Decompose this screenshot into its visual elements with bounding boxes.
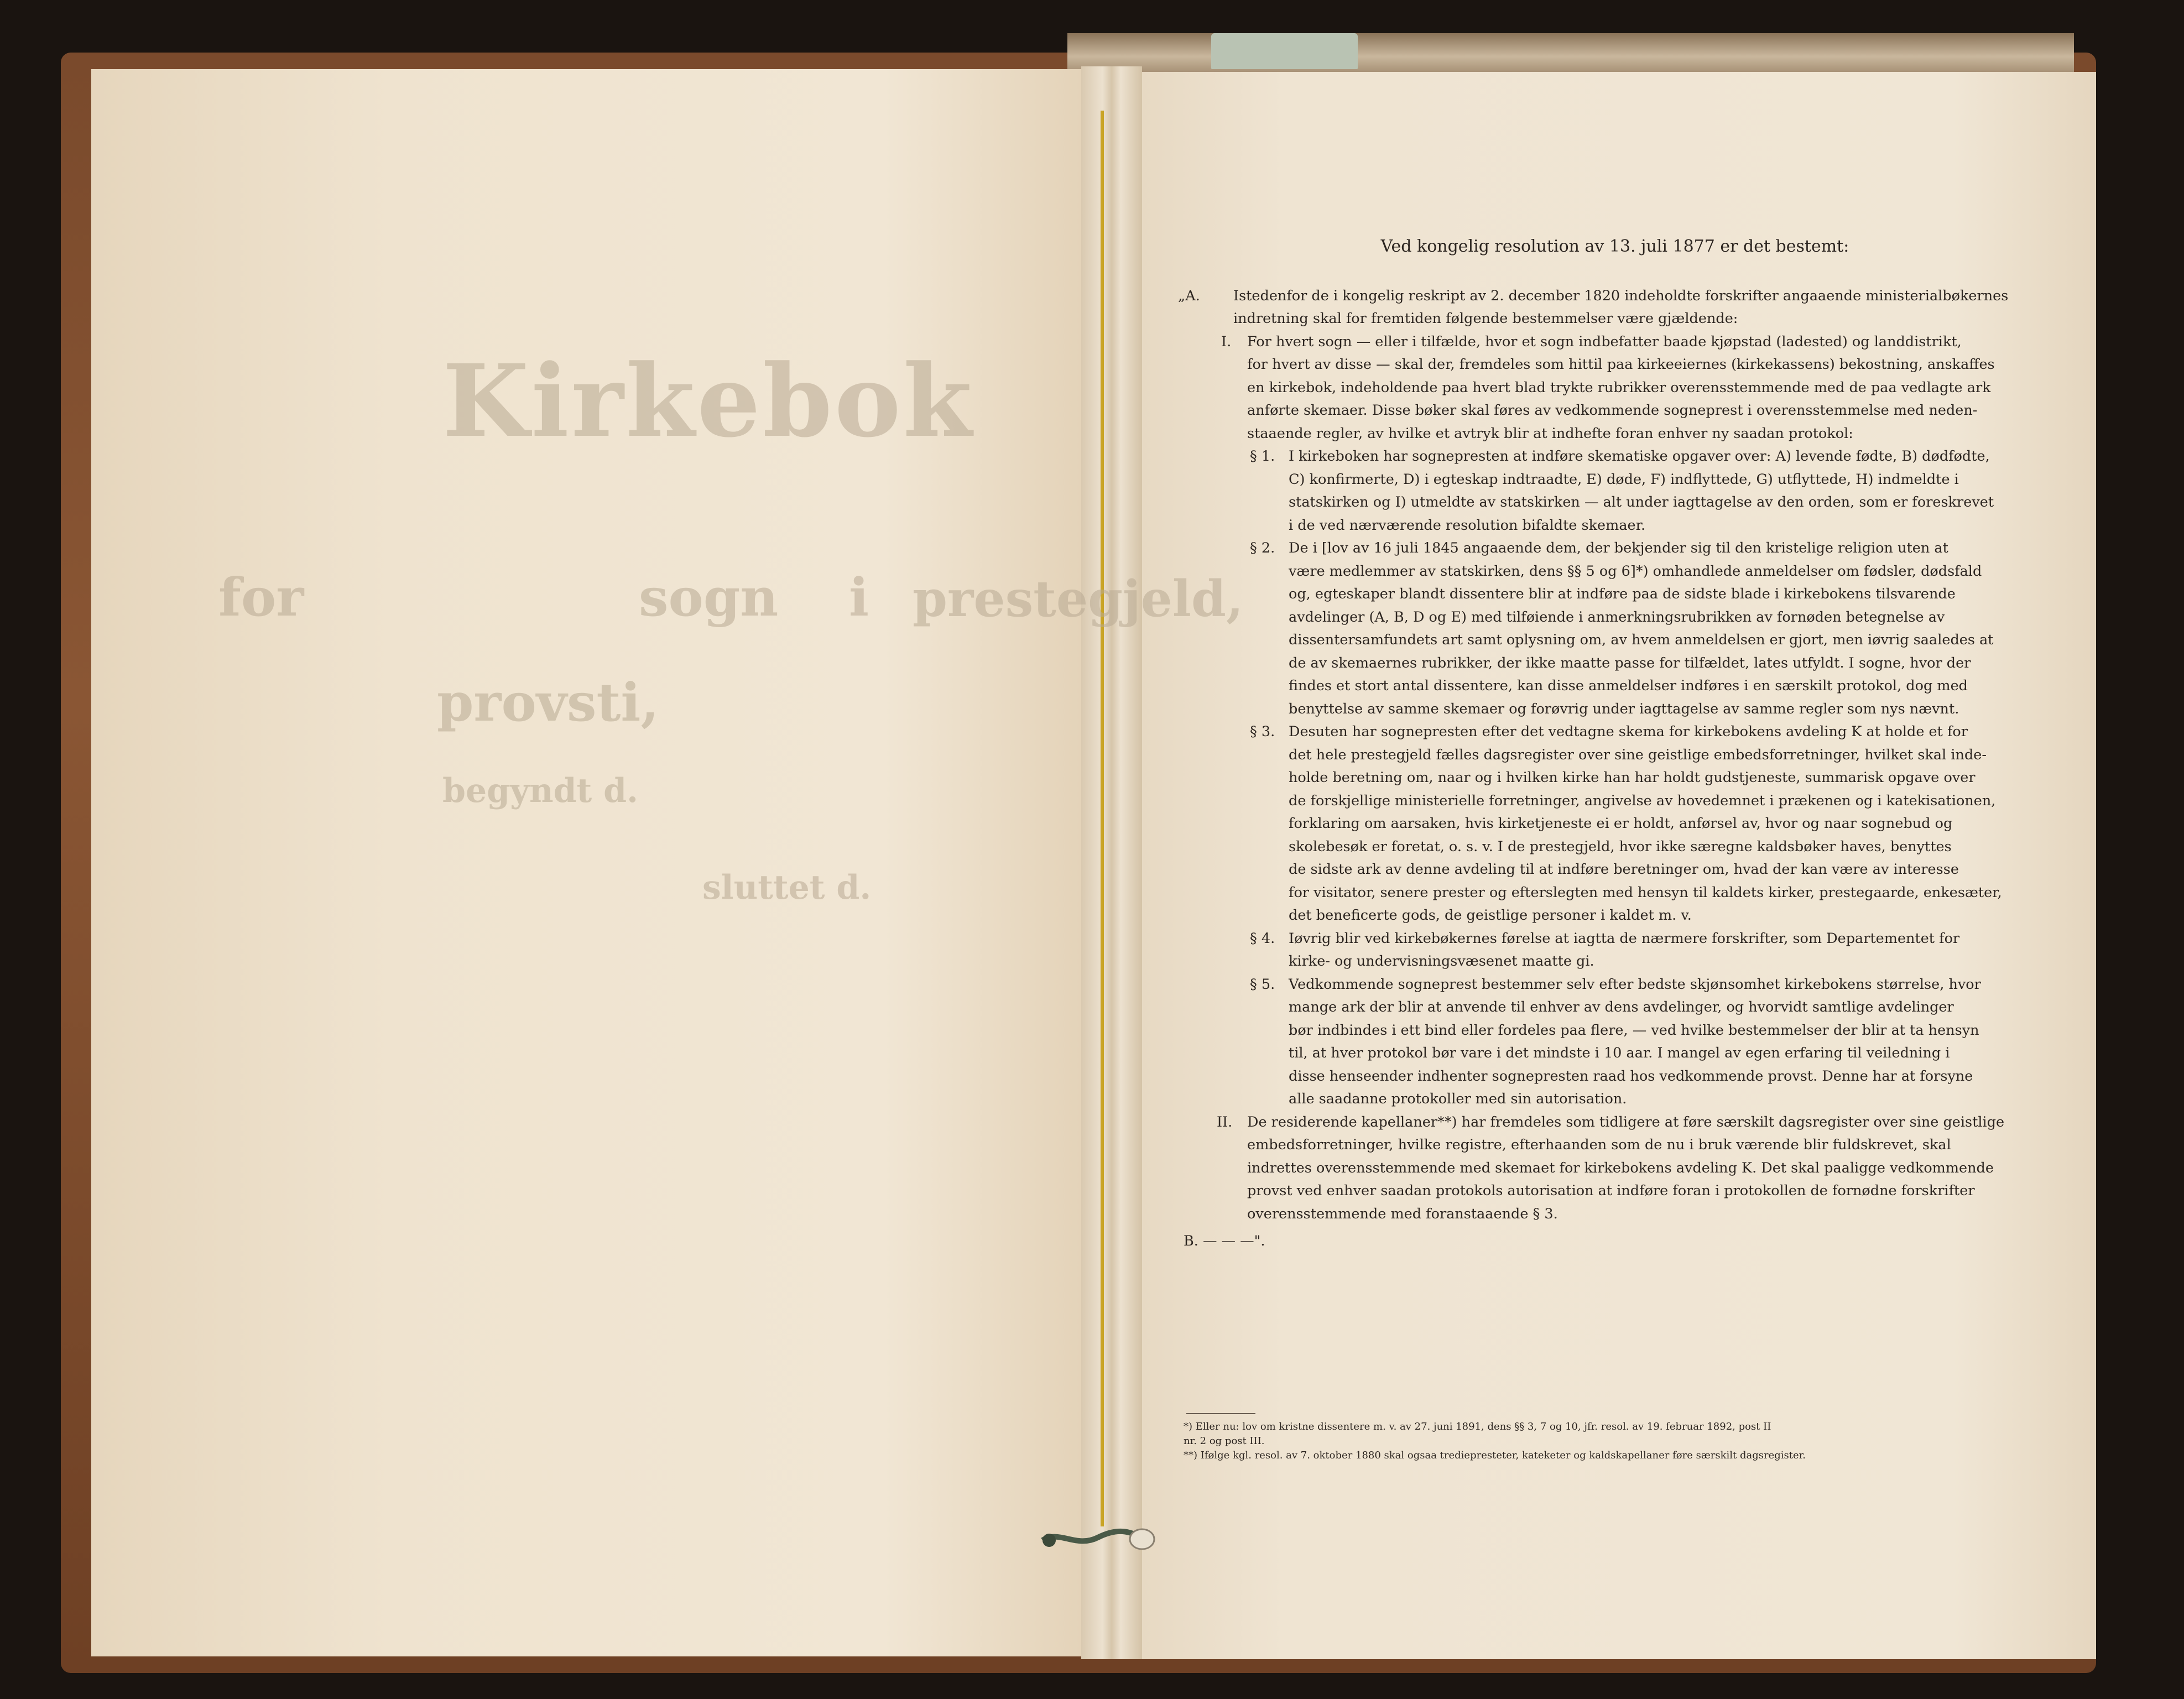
text-line: en kirkebok, indeholdende paa hvert blad trykte rubrikker overensstemmende med de paa vedlagte ark <box>1247 379 1991 396</box>
text-line: Desuten har sognepresten efter det vedtagne skema for kirkebokens avdeling K at holde et for <box>1289 723 1968 740</box>
text-line: dissentersamfundets art samt oplysning om, av hvem anmeldelsen er gjort, men iøvrig saaledes at <box>1289 632 1994 648</box>
paragraph-5-label: § 5. <box>1250 976 1275 993</box>
paragraph-3 <box>1184 721 2046 927</box>
paragraph-1 <box>1184 445 2046 537</box>
text-line: og, egteskaper blandt dissentere blir at indføre paa de sidste blade i kirkebokens tilsvarende <box>1289 586 1956 602</box>
part-1 <box>1184 331 2046 446</box>
left-line-for: for <box>218 567 304 628</box>
paragraph-5-lines <box>1184 973 2046 1111</box>
part-2-label: II. <box>1217 1113 1233 1130</box>
bookmark-tab <box>1211 33 1358 69</box>
text-line: de forskjellige ministerielle forretninger, angivelse av hovedemnet i prækenen og i katekisationen, <box>1289 792 1996 809</box>
text-line: det beneficerte gods, de geistlige personer i kaldet m. v. <box>1289 907 1692 924</box>
paragraph-4-label: § 4. <box>1250 930 1275 947</box>
part-2 <box>1184 1111 2046 1226</box>
paragraph-1-label: § 1. <box>1250 448 1275 465</box>
paragraph-2-lines <box>1184 537 2046 721</box>
text-line: provst ved enhver saadan protokols autorisation at indføre foran i protokollen de fornødne forskrifter <box>1247 1182 1975 1199</box>
text-line: alle saadanne protokoller med sin autorisation. <box>1289 1091 1627 1107</box>
binding-knot <box>1037 1518 1156 1557</box>
left-title: Kirkebok <box>442 343 974 460</box>
text-line: kirke- og undervisningsvæsenet maatte gi. <box>1289 953 1594 970</box>
part-2-lines <box>1184 1111 2046 1226</box>
text-line: de sidste ark av denne avdeling til at indføre beretninger om, hvad der kan være av interesse <box>1289 861 1959 878</box>
part-1-label: I. <box>1221 333 1232 350</box>
paragraph-2 <box>1184 537 2046 721</box>
text-line: embedsforretninger, hvilke registre, efterhaanden som de nu i bruk værende blir fuldskrevet, skal <box>1247 1137 1951 1153</box>
paragraph-3-lines <box>1184 721 2046 927</box>
text-line: anførte skemaer. Disse bøker skal føres av vedkommende sogneprest i overensstemmelse med neden- <box>1247 402 1978 419</box>
text-line: holde beretning om, naar og i hvilken kirke han har holdt gudstjeneste, summarisk opgave over <box>1289 769 1975 786</box>
text-line: De i [lov av 16 juli 1845 angaaende dem, der bekjender sig til den kristelige religion uten at <box>1289 540 1948 556</box>
footnote-lines <box>1184 1413 2046 1463</box>
left-line-begyndt: begyndt d. <box>442 772 638 810</box>
text-line: statskirken og I) utmeldte av statskirken — alt under iagttagelse av den orden, som er foreskrevet <box>1289 494 1994 510</box>
text-line: bør indbindes i ett bind eller fordeles paa flere, — ved hvilke bestemmelser der blir at ta hensyn <box>1289 1022 1979 1039</box>
text-line: indretning skal for fremtiden følgende bestemmelser være gjældende: <box>1233 310 1738 327</box>
text-line: *) Eller nu: lov om kristne dissentere m. v. av 27. juni 1891, dens §§ 3, 7 og 10, jfr. resol. av 19. februar 1892, post II <box>1184 1421 1771 1432</box>
section-a <box>1178 285 2046 331</box>
section-b: B. — — —". <box>1184 1233 1265 1249</box>
text-line: nr. 2 og post III. <box>1184 1435 1265 1447</box>
text-line: benyttelse av samme skemaer og forøvrig under iagttagelse av samme regler som nys nævnt. <box>1289 700 1959 717</box>
footnotes <box>1184 1413 2046 1463</box>
binding-thread <box>1101 111 1104 1526</box>
book-gutter <box>1081 66 1142 1659</box>
paragraph-4-lines <box>1184 927 2046 973</box>
left-line-sluttet: sluttet d. <box>702 868 872 907</box>
paragraph-3-label: § 3. <box>1250 723 1275 740</box>
text-line: overensstemmende med foranstaaende § 3. <box>1247 1205 1558 1222</box>
text-line: Iøvrig blir ved kirkebøkernes førelse at iagtta de nærmere forskrifter, som Departementet for <box>1289 930 1960 947</box>
paragraph-2-label: § 2. <box>1250 540 1275 556</box>
text-line: for visitator, senere prester og efterslegten med hensyn til kaldets kirker, prestegaarde, enkesæter, <box>1289 884 2002 901</box>
resolution-heading: Ved kongelig resolution av 13. juli 1877 er det bestemt: <box>1380 237 1849 256</box>
text-line: Istedenfor de i kongelig reskript av 2. december 1820 indeholdte forskrifter angaaende ministerialbøkernes <box>1233 287 2009 304</box>
left-line-sogn: sogn <box>639 567 779 628</box>
left-line-provsti: provsti, <box>437 672 659 733</box>
text-line: i de ved nærværende resolution bifaldte skemaer. <box>1289 517 1646 534</box>
text-line: **) Ifølge kgl. resol. av 7. oktober 1880 skal ogsaa trediepresteter, kateketer og kaldskapellaner føre særskilt dagsregister. <box>1184 1450 1806 1461</box>
paragraph-4 <box>1184 927 2046 973</box>
section-a-label: „A. <box>1178 287 1200 304</box>
text-line: skolebesøk er foretat, o. s. v. I de prestegjeld, hvor ikke særegne kaldsbøker haves, benyttes <box>1289 838 1952 855</box>
text-line: C) konfirmerte, D) i egteskap indtraadte, E) døde, F) indflyttede, G) utflyttede, H) indmeldte i <box>1289 471 1959 488</box>
section-a-lines <box>1184 285 2046 331</box>
text-line: For hvert sogn — eller i tilfælde, hvor et sogn indbefatter baade kjøpstad (ladested) og landdistrikt, <box>1247 333 1962 350</box>
paragraph-5 <box>1184 973 2046 1111</box>
text-line: for hvert av disse — skal der, fremdeles som hittil paa kirkeeiernes (kirkekassens) bekostning, anskaffes <box>1247 356 1995 373</box>
text-line: være medlemmer av statskirken, dens §§ 5 og 6]*) omhandlede anmeldelser om fødsler, dødsfald <box>1289 562 1982 580</box>
text-line: det hele prestegjeld fælles dagsregister over sine geistlige embedsforretninger, hvilket skal inde- <box>1289 746 1987 763</box>
left-line-i: i <box>849 567 869 628</box>
text-line: staaende regler, av hvilke et avtryk blir at indhefte foran enhver ny saadan protokol: <box>1247 425 1853 442</box>
text-line: findes et stort antal dissentere, kan disse anmeldelser indføres i en særskilt protokol, dog med <box>1289 677 1968 694</box>
text-line: Vedkommende sogneprest bestemmer selv efter bedste skjønsomhet kirkebokens størrelse, hvor <box>1289 976 1981 993</box>
paragraph-1-lines <box>1184 445 2046 537</box>
left-line-prestegjeld: prestegjeld, <box>913 570 1244 628</box>
left-page <box>91 69 1081 1656</box>
text-line: avdelinger (A, B, D og E) med tilføiende i anmerkningsrubrikken av fornøden betegnelse av <box>1289 608 1945 626</box>
resolution-text <box>1178 221 2046 1253</box>
text-line: De residerende kapellaner**) har fremdeles som tidligere at føre særskilt dagsregister over sine geistlige <box>1247 1113 2005 1130</box>
text-line: I kirkeboken har sognepresten at indføre skematiske opgaver over: A) levende fødte, B) dødfødte, <box>1289 448 1990 465</box>
text-line: mange ark der blir at anvende til enhver av dens avdelinger, og hvorvidt samtlige avdelinger <box>1289 999 1954 1015</box>
text-line: til, at hver protokol bør vare i det mindste i 10 aar. I mangel av egen erfaring til veiledning i <box>1289 1045 1950 1061</box>
part-1-lines <box>1184 331 2046 446</box>
text-line: disse henseender indhenter sognepresten raad hos vedkommende provst. Denne har at forsyne <box>1289 1067 1973 1085</box>
text-line: forklaring om aarsaken, hvis kirketjeneste ei er holdt, anførsel av, hvor og naar sognebud og <box>1289 815 1953 832</box>
text-line: indrettes overensstemmende med skemaet for kirkebokens avdeling K. Det skal paaligge vedkommende <box>1247 1159 1994 1176</box>
text-line: de av skemaernes rubrikker, der ikke maatte passe for tilfældet, lates utfyldt. I sogne, hvor der <box>1289 654 1971 671</box>
